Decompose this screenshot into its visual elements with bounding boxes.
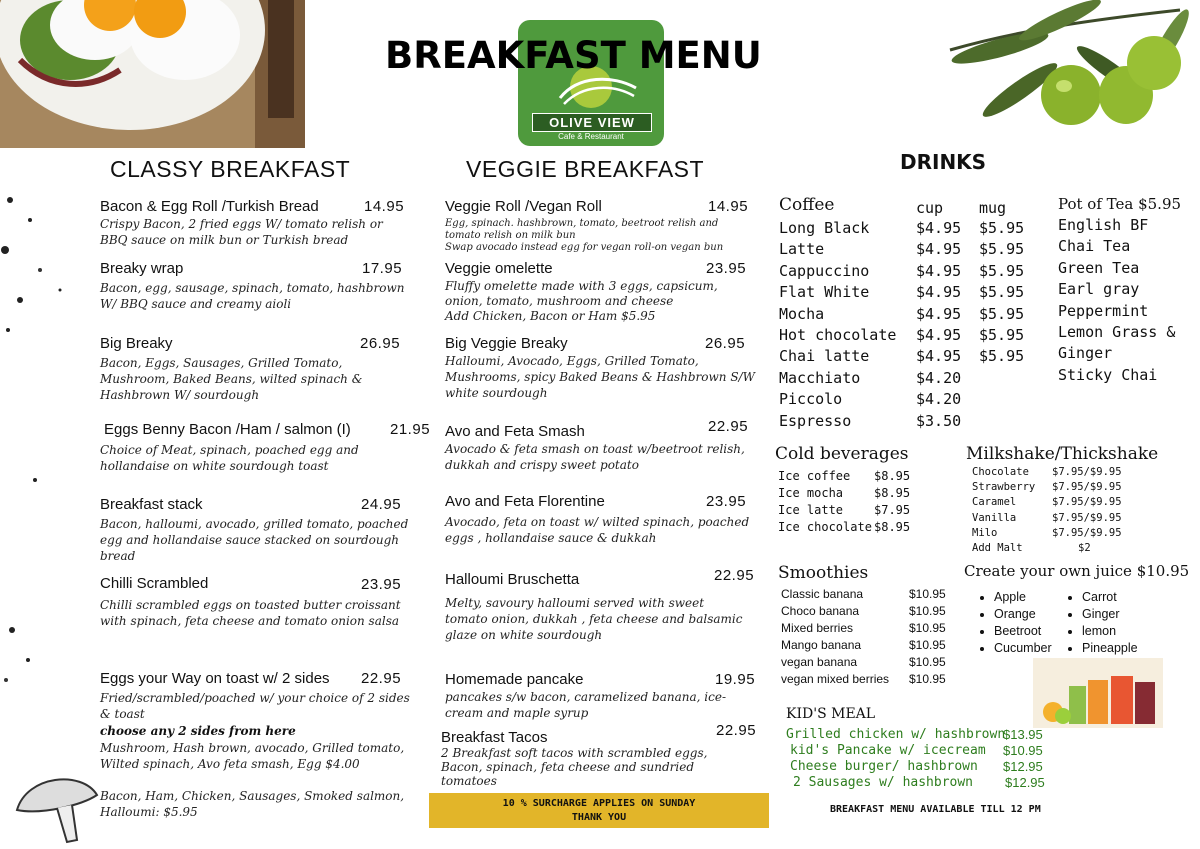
juice-glasses-image xyxy=(1033,658,1163,728)
classy-item-price: 23.95 xyxy=(361,576,402,593)
veggie-item-name: Veggie Roll /Vegan Roll xyxy=(445,198,602,215)
cold-item: Ice coffee xyxy=(778,469,851,483)
shake-price: $7.95/$9.95 xyxy=(1052,466,1122,478)
veggie-item-desc: Avocado & feta smash on toast w/beetroot relish, dukkah and crispy sweet potato xyxy=(445,442,745,472)
mushroom-sketch xyxy=(12,770,102,845)
juice-item: • Apple xyxy=(994,589,1052,606)
classy-item-name: Chilli Scrambled xyxy=(100,575,209,592)
olive-branch-image xyxy=(940,0,1200,148)
shake-item: Chocolate xyxy=(972,466,1029,478)
smoothie-item: Mixed berries xyxy=(781,621,854,635)
classy-item-price: 24.95 xyxy=(361,496,402,513)
smoothie-item: vegan mixed berries xyxy=(781,672,890,686)
veggie-item-name: Avo and Feta Florentine xyxy=(445,493,605,510)
smoothies-heading: Smoothies xyxy=(778,563,869,583)
kids-meal-list xyxy=(786,727,1005,791)
coffee-name: Espresso xyxy=(779,411,852,430)
veggie-item-desc: Avocado, feta on toast w/ wilted spinach, poached eggs , hollandaise sauce & dukkah xyxy=(445,515,750,545)
juice-column-1 xyxy=(976,589,1052,657)
coffee-name: Piccolo xyxy=(779,390,843,409)
classy-item-name: Breaky wrap xyxy=(100,260,184,277)
cold-price: $7.95 xyxy=(874,503,911,517)
smoothie-price: $10.95 xyxy=(909,655,946,669)
smoothie-price: $10.95 xyxy=(909,621,946,635)
classy-item-desc: Fried/scrambled/poached w/ your choice of 2 sides & toast xyxy=(100,691,410,721)
veggie-item-name: Homemade pancake xyxy=(445,671,584,688)
classy-breakfast-title: CLASSY BREAKFAST xyxy=(110,156,351,182)
coffee-name: Long Black xyxy=(779,219,870,237)
coffee-name: Flat White xyxy=(779,283,870,302)
coffee-mug-prices xyxy=(979,218,1024,368)
veggie-item-note: Swap avocado instead egg for vegan roll-on vegan bun xyxy=(445,242,724,253)
classy-item-name: Big Breaky xyxy=(100,335,173,352)
drinks-title: DRINKS xyxy=(900,150,987,174)
coffee-cup-prices xyxy=(916,218,961,432)
kids-item: 2 Sausages w/ hashbrown xyxy=(793,775,974,790)
sides-list-4: Mushroom, Hash brown, avocado, Grilled tomato, Wilted spinach, Avo feta smash, Egg $4.00 xyxy=(100,741,405,771)
logo-name: OLIVE VIEW xyxy=(532,113,652,132)
veggie-item-desc: Halloumi, Avocado, Eggs, Grilled Tomato, Mushrooms, spicy Baked Beans & Hashbrown S/W white sourdough xyxy=(445,354,755,400)
tea-item: Sticky Chai xyxy=(1058,365,1158,384)
tea-item: Peppermint xyxy=(1058,301,1149,320)
coffee-name: Cappuccino xyxy=(779,261,870,280)
smoothies-list xyxy=(781,586,889,688)
mug-price: $5.95 xyxy=(979,240,1025,259)
coffee-name: Hot chocolate xyxy=(779,326,897,345)
kids-price: $12.95 xyxy=(1005,775,1045,790)
kids-meal-prices xyxy=(1003,727,1045,791)
cup-price: $4.20 xyxy=(916,390,962,409)
smoothie-item: Choco banana xyxy=(781,604,860,618)
cup-price: $4.95 xyxy=(916,347,962,366)
classy-item-desc: Chilli scrambled eggs on toasted butter croissant with spinach, feta cheese and tomato onion salsa xyxy=(100,598,401,628)
surcharge-text: 10 % SURCHARGE APPLIES ON SUNDAY xyxy=(502,798,696,809)
shake-price: $2 xyxy=(1078,542,1091,555)
juice-item: • Pineapple xyxy=(1082,640,1138,657)
coffee-list xyxy=(779,218,896,432)
coffee-name: Mocha xyxy=(779,304,825,323)
veggie-item-desc: Melty, savoury halloumi served with sweet tomato onion, dukkah , feta cheese and balsamic glaze on white sourdough xyxy=(445,596,743,642)
classy-item-desc: Bacon, Eggs, Sausages, Grilled Tomato, Mushroom, Baked Beans, wilted spinach & Hashbrown W/ sourdough xyxy=(100,356,363,402)
veggie-item-name: Halloumi Bruschetta xyxy=(445,571,580,588)
shake-item: Add Malt xyxy=(972,542,1023,555)
kids-item: Cheese burger/ hashbrown xyxy=(790,759,978,774)
mug-label: mug xyxy=(979,199,1007,217)
cold-beverages-prices xyxy=(874,468,910,536)
mug-price: $5.95 xyxy=(979,219,1025,237)
mug-price: $5.95 xyxy=(979,304,1025,323)
veggie-item-note: Add Chicken, Bacon or Ham $5.95 xyxy=(445,309,656,323)
tea-item: Ginger xyxy=(1058,344,1113,363)
classy-item-desc: Bacon, egg, sausage, spinach, tomato, hashbrown W/ BBQ sauce and creamy aioli xyxy=(100,281,405,311)
classy-item-name: Eggs your Way on toast w/ 2 sides xyxy=(100,670,330,687)
juice-heading: Create your own juice $10.95 xyxy=(964,562,1190,580)
veggie-breakfast-title: VEGGIE BREAKFAST xyxy=(466,156,705,182)
smoothie-item: Mango banana xyxy=(781,638,862,652)
shake-item: Vanilla xyxy=(972,511,1017,524)
classy-item-desc: Crispy Bacon, 2 fried eggs W/ tomato relish or BBQ sauce on milk bun or Turkish bread xyxy=(100,217,383,247)
cup-price: $4.95 xyxy=(916,219,962,237)
kids-meal-heading: KID'S MEAL xyxy=(786,706,876,722)
cup-price: $4.95 xyxy=(916,240,962,259)
kids-item: Grilled chicken w/ hashbrown xyxy=(786,727,1006,742)
classy-item-price: 21.95 xyxy=(390,421,431,438)
cup-price: $4.95 xyxy=(916,283,962,302)
veggie-item-price: 22.95 xyxy=(714,567,755,584)
cup-price: $3.50 xyxy=(916,411,962,430)
veggie-item-price: 14.95 xyxy=(708,198,749,215)
classy-item-name: Bacon & Egg Roll /Turkish Bread xyxy=(100,198,319,215)
veggie-item-price: 22.95 xyxy=(716,722,757,739)
shake-price: $7.95/$9.95 xyxy=(1052,511,1122,524)
juice-item: • Orange xyxy=(994,606,1052,623)
veggie-item-desc: 2 Breakfast soft tacos with scrambled eggs, Bacon, spinach, feta cheese and sundried tomatoes xyxy=(441,746,708,788)
kids-price: $13.95 xyxy=(1003,727,1043,742)
veggie-item-desc: Egg, spinach. hashbrown, tomato, beetroot relish and tomato relish on milk bun xyxy=(445,218,719,241)
fried-eggs-photo xyxy=(0,0,305,148)
sides-note: choose any 2 sides from here xyxy=(100,724,296,738)
juice-item: • lemon xyxy=(1082,623,1138,640)
menu-title: BREAKFAST MENU xyxy=(385,34,762,77)
logo-subtitle: Cafe & Restaurant xyxy=(558,132,624,141)
veggie-item-name: Veggie omelette xyxy=(445,260,553,277)
cold-price: $8.95 xyxy=(874,520,911,534)
cup-price: $4.95 xyxy=(916,326,962,345)
coffee-name: Latte xyxy=(779,240,825,259)
cold-price: $8.95 xyxy=(874,469,911,483)
cold-item: Ice chocolate xyxy=(778,520,872,534)
mug-price: $5.95 xyxy=(979,283,1025,302)
tea-list xyxy=(1058,215,1175,386)
smoothie-item: Classic banana xyxy=(781,587,864,601)
juice-item: • Carrot xyxy=(1082,589,1138,606)
tea-item: English BF xyxy=(1058,216,1149,234)
shake-price: $7.95/$9.95 xyxy=(1052,496,1122,509)
juice-column-2 xyxy=(1064,589,1138,657)
smoothie-price: $10.95 xyxy=(909,587,946,601)
kids-item: kid's Pancake w/ icecream xyxy=(790,743,986,758)
juice-item: • Cucumber xyxy=(994,640,1052,657)
mug-price: $5.95 xyxy=(979,326,1025,345)
tea-item: Chai Tea xyxy=(1058,237,1131,256)
classy-item-name: Eggs Benny Bacon /Ham / salmon (I) xyxy=(104,421,351,438)
mug-price: $5.95 xyxy=(979,347,1025,366)
mug-price: $5.95 xyxy=(979,261,1025,280)
cold-item: Ice latte xyxy=(778,503,844,517)
classy-item-price: 26.95 xyxy=(360,335,401,352)
cup-label: cup xyxy=(916,199,944,217)
shake-item: Caramel xyxy=(972,496,1017,509)
smoothie-price: $10.95 xyxy=(909,638,946,652)
kids-price: $10.95 xyxy=(1003,743,1043,758)
coffee-name: Macchiato xyxy=(779,368,861,387)
milkshake-heading: Milkshake/Thickshake xyxy=(966,444,1159,464)
tea-heading: Pot of Tea $5.95 xyxy=(1058,195,1182,213)
classy-item-price: 17.95 xyxy=(362,260,403,277)
kids-price: $12.95 xyxy=(1003,759,1043,774)
juice-item: • Ginger xyxy=(1082,606,1138,623)
cold-item: Ice mocha xyxy=(778,486,844,500)
veggie-item-name: Breakfast Tacos xyxy=(441,729,548,746)
veggie-item-name: Big Veggie Breaky xyxy=(445,335,568,352)
thank-you-text: THANK YOU xyxy=(571,812,627,823)
sides-list-595: Bacon, Ham, Chicken, Sausages, Smoked salmon, Halloumi: $5.95 xyxy=(100,789,405,819)
veggie-item-desc: pancakes s/w bacon, caramelized banana, ice-cream and maple syrup xyxy=(445,690,726,720)
tea-item: Green Tea xyxy=(1058,258,1140,277)
classy-item-desc: Choice of Meat, spinach, poached egg and hollandaise on white sourdough toast xyxy=(100,443,359,473)
cold-price: $8.95 xyxy=(874,486,911,500)
milkshake-prices xyxy=(1052,465,1122,556)
cup-price: $4.95 xyxy=(916,304,962,323)
smoothie-price: $10.95 xyxy=(909,672,946,686)
coffee-name: Chai latte xyxy=(779,347,870,366)
veggie-item-price: 23.95 xyxy=(706,493,747,510)
tea-item: Lemon Grass & xyxy=(1058,323,1176,342)
cold-beverages-list xyxy=(778,468,872,536)
classy-item-price: 14.95 xyxy=(364,198,405,215)
smoothie-price: $10.95 xyxy=(909,604,946,618)
juice-item: • Beetroot xyxy=(994,623,1052,640)
smoothie-item: vegan banana xyxy=(781,655,858,669)
milkshake-list xyxy=(972,465,1035,556)
veggie-item-price: 26.95 xyxy=(705,335,746,352)
availability-note: BREAKFAST MENU AVAILABLE TILL 12 PM xyxy=(830,804,1041,815)
tea-item: Earl gray xyxy=(1058,280,1140,299)
veggie-item-price: 19.95 xyxy=(715,671,756,688)
coffee-heading: Coffee xyxy=(779,195,835,215)
surcharge-banner xyxy=(429,793,769,828)
smoothies-prices xyxy=(909,586,946,688)
shake-item: Strawberry xyxy=(972,481,1036,494)
shake-price: $7.95/$9.95 xyxy=(1052,526,1122,539)
veggie-item-desc: Fluffy omelette made with 3 eggs, capsicum, onion, tomato, mushroom and cheese xyxy=(445,279,718,308)
cold-beverages-heading: Cold beverages xyxy=(775,444,909,464)
cup-price: $4.95 xyxy=(916,261,962,280)
shake-item: Milo xyxy=(972,526,998,539)
classy-item-name: Breakfast stack xyxy=(100,496,203,513)
shake-price: $7.95/$9.95 xyxy=(1052,481,1122,494)
veggie-item-name: Avo and Feta Smash xyxy=(445,423,585,440)
veggie-item-price: 22.95 xyxy=(708,418,749,435)
classy-item-desc: Bacon, halloumi, avocado, grilled tomato, poached egg and hollandaise sauce stacked on sourdough bread xyxy=(100,517,409,563)
cup-price: $4.20 xyxy=(916,368,962,387)
veggie-item-price: 23.95 xyxy=(706,260,747,277)
classy-item-price: 22.95 xyxy=(361,670,402,687)
ink-splatter-decoration xyxy=(0,180,80,700)
